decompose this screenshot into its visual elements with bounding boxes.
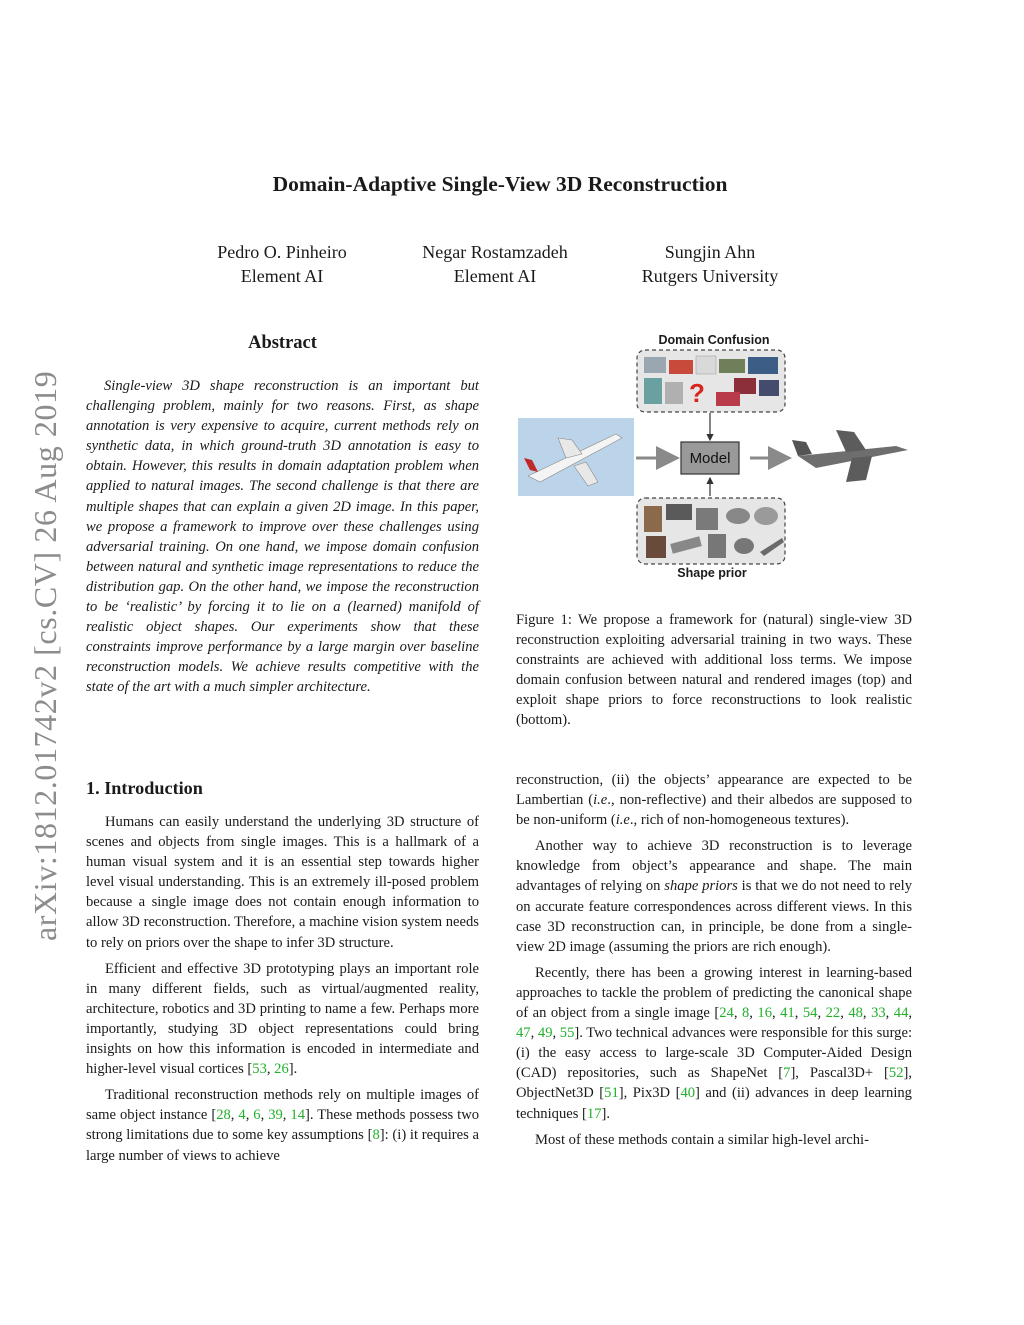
paragraph: Most of these methods contain a similar high-level archi- bbox=[535, 1131, 869, 1148]
shape-prior-panel bbox=[637, 498, 785, 564]
citation-link[interactable]: 49 bbox=[537, 1025, 553, 1042]
paragraph-text: ] and (ii) advances in deep learning techniques [ bbox=[516, 1085, 912, 1122]
author-name: Sungjin Ahn bbox=[664, 242, 756, 262]
citation-link[interactable]: 53 bbox=[252, 1061, 267, 1078]
paragraph: Traditional reconstruction methods rely on multiple images of same object instance [28, 4, 6, 39, 14]. These methods possess two strong limitations due to some key assumptions [8]: (i) it requires a large number of views to achieve bbox=[86, 1087, 480, 1164]
paragraph bbox=[516, 836, 912, 957]
citation-link[interactable]: 16 bbox=[757, 1005, 772, 1022]
author-name: Pedro O. Pinheiro bbox=[217, 242, 347, 262]
author-affiliation: Element AI bbox=[240, 266, 324, 286]
author-block bbox=[162, 240, 402, 288]
paragraph-text: ], Pascal3D+ [ bbox=[790, 1065, 889, 1082]
paragraph-text: ], ObjectNet3D [ bbox=[516, 1065, 913, 1102]
citation-link[interactable]: 51 bbox=[604, 1085, 619, 1102]
citation-link[interactable]: 54 bbox=[802, 1005, 818, 1022]
emphasis: i.e bbox=[593, 792, 608, 809]
paragraph-text: ]: (i) it requires a large number of views to achieve bbox=[86, 1127, 480, 1164]
citation-link[interactable]: 40 bbox=[680, 1085, 696, 1102]
citation-link[interactable]: 24 bbox=[719, 1005, 734, 1022]
paragraph-text: Traditional reconstruction methods rely on multiple images of same object instance [ bbox=[86, 1087, 479, 1124]
citation-link[interactable]: 26 bbox=[274, 1061, 289, 1078]
abstract-text: Single-view 3D shape reconstruction is an important but challenging problem, mainly for two reasons. First, as shape annotation is very expensive to acquire, current methods rely on synthetic data, in which ground-truth 3D annotation is easy to obtain. However, this results in domain adaptation problem when applied to natural images. The second challenge is that there are multiple shapes that can explain a given 2D image. In this paper, we propose a framework to improve over these challenges using adversarial training. On one hand, we impose domain confusion between natural and synthetic image representations to reduce the distribution gap. On the other hand, we impose the reconstruction to be ‘realistic’ by forcing it to lie on a (learned) manifold of realistic object shapes. Our experiments show that these constraints improve performance by a large margin over baseline reconstruction models. We achieve results competitive with the state of the art with a much simpler architecture. bbox=[86, 378, 479, 696]
figure-caption: Figure 1: We propose a framework for (natural) single-view 3D reconstruction exploiting adversarial training in two ways. These constraints are achieved with additional loss terms. We impose domain confusion between natural and rendered images (top) and exploit shape priors to force reconstructions to look realistic (bottom). bbox=[516, 612, 912, 729]
author-block bbox=[375, 240, 615, 288]
author-name: Negar Rostamzadeh bbox=[422, 242, 568, 262]
section-heading: 1. Introduction bbox=[86, 778, 203, 798]
citation-link[interactable]: 14 bbox=[290, 1107, 305, 1124]
citation-link[interactable]: 8 bbox=[741, 1005, 750, 1022]
arxiv-stamp bbox=[14, 345, 70, 945]
model-label: Model bbox=[689, 450, 731, 467]
abstract-heading: Abstract bbox=[248, 333, 317, 353]
paragraph: Humans can easily understand the underlying 3D structure of scenes and objects from single images. This is a hallmark of a human visual system and it is an essential step towards higher level visual understanding. This is an extremely ill-posed problem because a single image does not contain enough information to allow 3D reconstruction. Therefore, a machine vision system needs to rely on priors over the shape to infer 3D structure. bbox=[86, 814, 479, 951]
input-photo-airplane bbox=[518, 418, 634, 496]
citation-link[interactable]: 4 bbox=[238, 1107, 246, 1124]
citation-link[interactable]: 55 bbox=[559, 1025, 575, 1042]
paragraph-text: ], Pix3D [ bbox=[618, 1085, 681, 1102]
paragraph-text: ., rich of non-homogeneous textures). bbox=[629, 812, 850, 829]
paragraph: Efficient and effective 3D prototyping plays an important role in many different fields, such as virtual/augmented reality, architecture, robotics and 3D printing to name a few. Perhaps more importantly, studying 3D object representations could bring insights on how this information is encoded in intermediate and higher-level visual cortices [53, 26]. bbox=[86, 960, 479, 1078]
paragraph-text: ]. bbox=[601, 1105, 611, 1122]
citation-link[interactable]: 33 bbox=[871, 1005, 886, 1022]
citation-link[interactable]: 22 bbox=[825, 1005, 841, 1022]
author-affiliation: Rutgers University bbox=[641, 266, 779, 286]
paragraph-text: Another way to achieve 3D reconstruction is to leverage knowledge from object’s appearance and shape. The main advantages of relying on bbox=[516, 838, 912, 895]
intro-column bbox=[86, 812, 479, 1172]
voxel-airplane-output bbox=[792, 430, 908, 482]
author-block bbox=[590, 240, 830, 288]
figure-1 bbox=[516, 330, 912, 580]
citation-link[interactable]: 52 bbox=[888, 1065, 904, 1082]
paragraph-text: ., non-reflective) and their albedos are supposed to be non-uniform ( bbox=[516, 792, 912, 829]
citation-link[interactable]: 47 bbox=[516, 1025, 531, 1042]
question-mark: ? bbox=[689, 378, 705, 408]
model-box bbox=[681, 442, 739, 474]
paper-title: Domain-Adaptive Single-View 3D Reconstruction bbox=[272, 172, 728, 196]
right-column bbox=[516, 770, 912, 1156]
paragraph-text: ]. Two technical advances were responsible for this surge: (i) the easy access to large-scale 3D Computer-Aided Design (CAD) repositories, such as ShapeNet [ bbox=[516, 1025, 913, 1082]
citation-link[interactable]: 7 bbox=[783, 1065, 791, 1082]
emphasis: i.e bbox=[615, 812, 630, 829]
citation-link[interactable]: 41 bbox=[780, 1005, 795, 1022]
citation-link[interactable]: 28 bbox=[216, 1107, 231, 1124]
citation-link[interactable]: 6 bbox=[253, 1107, 261, 1124]
paragraph-text: reconstruction, (ii) the objects’ appearance are expected to be Lambertian ( bbox=[516, 772, 912, 809]
paragraph-text: is that we do not need to rely on accurate feature correspondences across different views. In this case 3D reconstruction can, in principle, be done from a single-view 2D image (assuming the priors are rich enough). bbox=[516, 878, 912, 955]
citation-link[interactable]: 44 bbox=[893, 1005, 909, 1022]
paragraph-text: Recently, there has been a growing interest in learning-based approaches to tackle the problem of predicting the canonical shape of an object from a single image [ bbox=[516, 964, 912, 1022]
paragraph: Recently, there has been a growing interest in learning-based approaches to tackle the problem of predicting the canonical shape of an object from a single image [24, 8, 16, 41, 54, 22, 48, 33, 44, 47, 49, 55]. Two technical advances were responsible for this surge: (i) the easy access to large-scale 3D Computer-Aided Design (CAD) repositories, such as ShapeNet [7], Pascal3D+ [52], ObjectNet3D [51], Pix3D [40] and (ii) advances in deep learning techniques [17]. bbox=[516, 964, 913, 1122]
citation-link[interactable]: 48 bbox=[848, 1005, 863, 1022]
emphasis: shape priors bbox=[664, 878, 738, 895]
paragraph-text: Efficient and effective 3D prototyping plays an important role in many different fields, such as virtual/augmented reality, architecture, robotics and 3D printing to name a few. Perhaps more importantly, studying 3D object representations could bring insights on how this information is encoded in intermediate and higher-level visual cortices [ bbox=[86, 960, 479, 1078]
paragraph-text: ]. These methods possess two strong limitations due to some key assumptions [ bbox=[86, 1107, 480, 1144]
citation-link[interactable]: 17 bbox=[586, 1105, 602, 1122]
domain-confusion-label: Domain Confusion bbox=[658, 333, 770, 347]
shape-prior-label: Shape prior bbox=[677, 566, 747, 580]
citation-link[interactable]: 39 bbox=[268, 1107, 283, 1124]
author-affiliation: Element AI bbox=[453, 266, 537, 286]
paragraph bbox=[516, 770, 912, 830]
citation-link[interactable]: 8 bbox=[372, 1127, 380, 1144]
arxiv-id: arXiv:1812.01742v2 [cs.CV] 26 Aug 2019 bbox=[27, 370, 63, 941]
rendered-images-panel bbox=[637, 350, 785, 412]
paragraph-text: ]. bbox=[288, 1061, 298, 1078]
